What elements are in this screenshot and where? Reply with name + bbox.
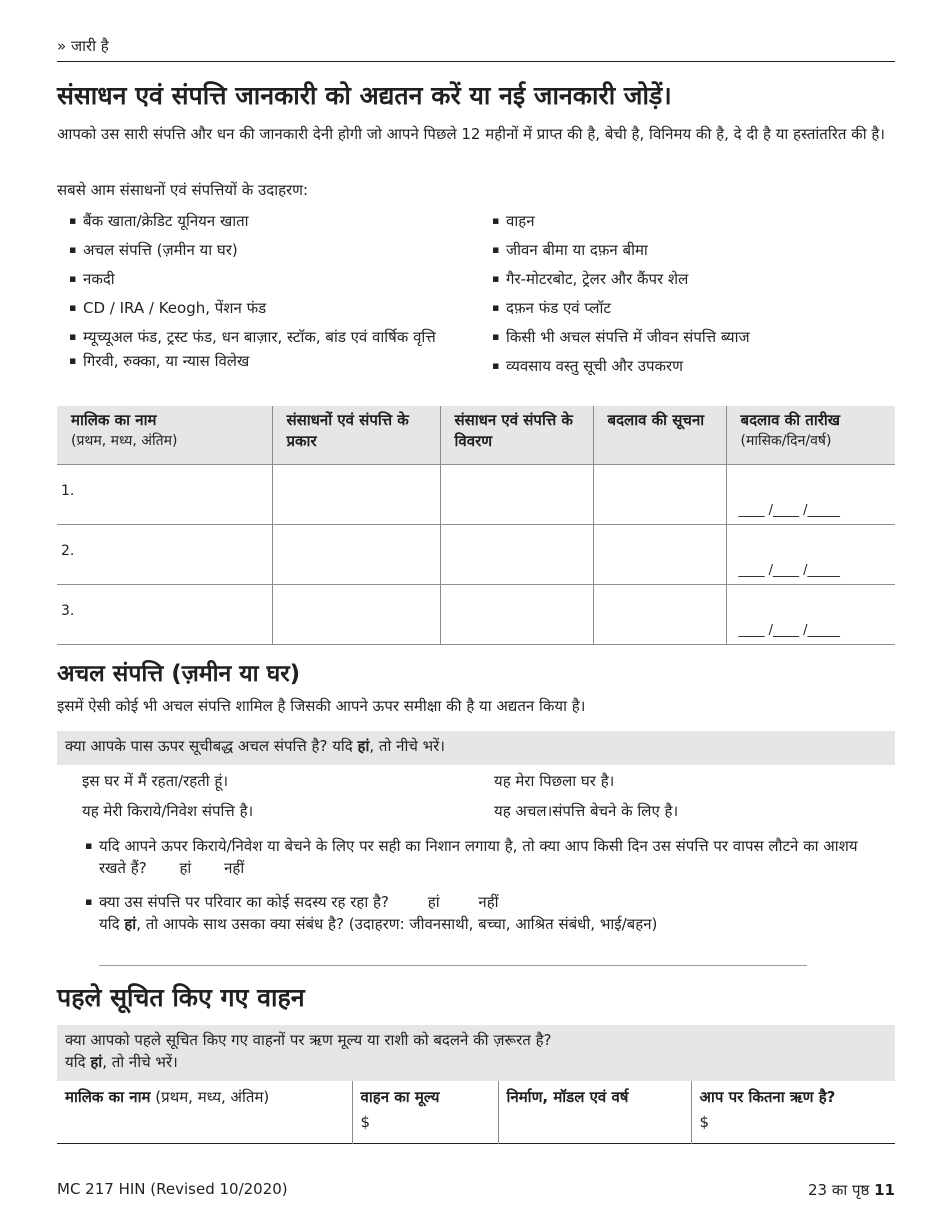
examples-list-right [492, 210, 892, 384]
section-title-resources: संसाधन एवं संपत्ति जानकारी को अद्यतन करें या नई जानकारी जोड़ें। [57, 81, 672, 110]
change-notice-cell[interactable] [593, 464, 726, 524]
header-resource-type: संसाधनों एवं संपत्ति के प्रकार [272, 406, 440, 464]
continued-label: » जारी है [57, 37, 109, 55]
change-date-cell[interactable]: ____ /____ /_____ [726, 524, 895, 584]
family-no-option[interactable]: नहीं [478, 893, 499, 911]
resource-type-cell[interactable] [272, 524, 440, 584]
option-live-here[interactable]: इस घर में मैं रहता/रहती हूं। [82, 772, 229, 790]
option-previous-home[interactable]: यह मेरा पिछला घर है। [494, 772, 615, 790]
table-header-row [57, 1081, 895, 1109]
form-page [57, 0, 895, 1230]
header-change-date: बदलाव की तारीख (मासिक/दिन/वर्ष) [726, 406, 895, 464]
option-for-sale[interactable]: यह अचल।संपत्ति बेचने के लिए है। [494, 802, 679, 820]
option-rental-investment[interactable]: यह मेरी किराये/निवेश संपत्ति है। [82, 802, 254, 820]
form-id: MC 217 HIN (Revised 10/2020) [57, 1180, 288, 1198]
list-item: ▪ किसी भी अचल संपत्ति में जीवन संपत्ति ब्याज [492, 326, 892, 348]
table-row [57, 584, 895, 644]
owner-name-cell[interactable]: 2. [57, 524, 272, 584]
resource-description-cell[interactable] [440, 524, 593, 584]
examples-heading: सबसे आम संसाधनों एवं संपत्तियों के उदाहरण: [57, 181, 309, 199]
resource-description-cell[interactable] [440, 464, 593, 524]
list-item: ▪ म्यूच्यूअल फंड, ट्रस्ट फंड, धन बाज़ार, स्टॉक, बांड एवं वार्षिक वृत्ति [69, 326, 479, 348]
header-change-notice: बदलाव की सूचना [593, 406, 726, 464]
vehicle-value-cell[interactable]: $ [352, 1109, 498, 1143]
list-item: ▪ अचल संपत्ति (ज़मीन या घर) [69, 239, 479, 261]
section-title-vehicles: पहले सूचित किए गए वाहन [57, 983, 305, 1012]
table-row [57, 1109, 895, 1143]
real-property-intro: इसमें ऐसी कोई भी अचल संपत्ति शामिल है जिसकी आपने ऊपर समीक्षा की है या अद्यतन किया है। [57, 697, 586, 715]
header-owner-name: मालिक का नाम (प्रथम, मध्य, अंतिम) [65, 1088, 270, 1106]
resource-type-cell[interactable] [272, 464, 440, 524]
change-notice-cell[interactable] [593, 584, 726, 644]
list-item: ▪ व्यवसाय वस्तु सूची और उपकरण [492, 355, 892, 377]
owner-name-cell[interactable]: 3. [57, 584, 272, 644]
page-indicator: 23 का पृष्ठ 11 [807, 1181, 895, 1199]
return-intent-question: ▪ यदि आपने ऊपर किराये/निवेश या बेचने के लिए पर सही का निशान लगाया है, तो क्या आप किसी दिन उस संपत्ति पर वापस लौटने का आशय रखते हैं? हां नहीं [85, 835, 885, 879]
vehicles-question: क्या आपको पहले सूचित किए गए वाहनों पर ऋण मूल्य या राशी को बदलने की ज़रूरत है? यदि हां, तो नीचे भरें। [57, 1025, 895, 1081]
change-date-cell[interactable]: ____ /____ /_____ [726, 464, 895, 524]
return-yes-option[interactable]: हां [179, 859, 192, 877]
list-item: ▪ वाहन [492, 210, 892, 232]
change-notice-cell[interactable] [593, 524, 726, 584]
relationship-answer-line[interactable] [99, 965, 807, 966]
header-make-model-year: निर्माण, मॉडल एवं वर्ष [498, 1081, 691, 1109]
resource-type-cell[interactable] [272, 584, 440, 644]
list-item: ▪ CD / IRA / Keogh, पेंशन फंड [69, 297, 479, 319]
examples-list-left [69, 210, 479, 379]
make-model-year-cell[interactable] [498, 1109, 691, 1143]
owner-name-cell[interactable] [57, 1109, 352, 1143]
list-item: ▪ दफ़न फंड एवं प्लॉट [492, 297, 892, 319]
table-row [57, 464, 895, 524]
return-no-option[interactable]: नहीं [224, 859, 245, 877]
header-owner-name: मालिक का नाम (प्रथम, मध्य, अंतिम) [57, 406, 272, 464]
family-member-question: ▪ क्या उस संपत्ति पर परिवार का कोई सदस्य रह रहा है? हां नहीं यदि हां, तो आपके साथ उसका क्या संबंध है? (उदाहरण: जीवनसाथी, बच्चा, आश्रित संबंधी, भाई/बहन) [85, 891, 885, 935]
amount-owed-cell[interactable]: $ [691, 1109, 895, 1143]
change-date-cell[interactable]: ____ /____ /_____ [726, 584, 895, 644]
section-title-real-property: अचल संपत्ति (ज़मीन या घर) [57, 661, 301, 687]
resources-table [57, 406, 895, 645]
family-yes-option[interactable]: हां [427, 893, 440, 911]
list-item: ▪ जीवन बीमा या दफ़न बीमा [492, 239, 892, 261]
owner-name-cell[interactable]: 1. [57, 464, 272, 524]
resources-intro: आपको उस सारी संपत्ति और धन की जानकारी देनी होगी जो आपने पिछले 12 महीनों में प्राप्त की है, बेची है, विनिमय की है, दे दी है या हस्तांतरित की है। [57, 125, 885, 143]
table-row [57, 524, 895, 584]
resource-description-cell[interactable] [440, 584, 593, 644]
divider [57, 61, 895, 62]
header-vehicle-value: वाहन का मूल्य [352, 1081, 498, 1109]
real-property-question: क्या आपके पास ऊपर सूचीबद्ध अचल संपत्ति है? यदि हां, तो नीचे भरें। [57, 731, 895, 765]
list-item: ▪ गैर-मोटरबोट, ट्रेलर और कैंपर शेल [492, 268, 892, 290]
list-item: ▪ गिरवी, रुक्का, या न्यास विलेख [69, 350, 479, 372]
table-header-row [57, 406, 895, 464]
header-amount-owed: आप पर कितना ऋण है? [691, 1081, 895, 1109]
list-item: ▪ बैंक खाता/क्रेडिट यूनियन खाता [69, 210, 479, 232]
list-item: ▪ नकदी [69, 268, 479, 290]
header-resource-description: संसाधन एवं संपत्ति के विवरण [440, 406, 593, 464]
vehicles-table [57, 1081, 895, 1144]
